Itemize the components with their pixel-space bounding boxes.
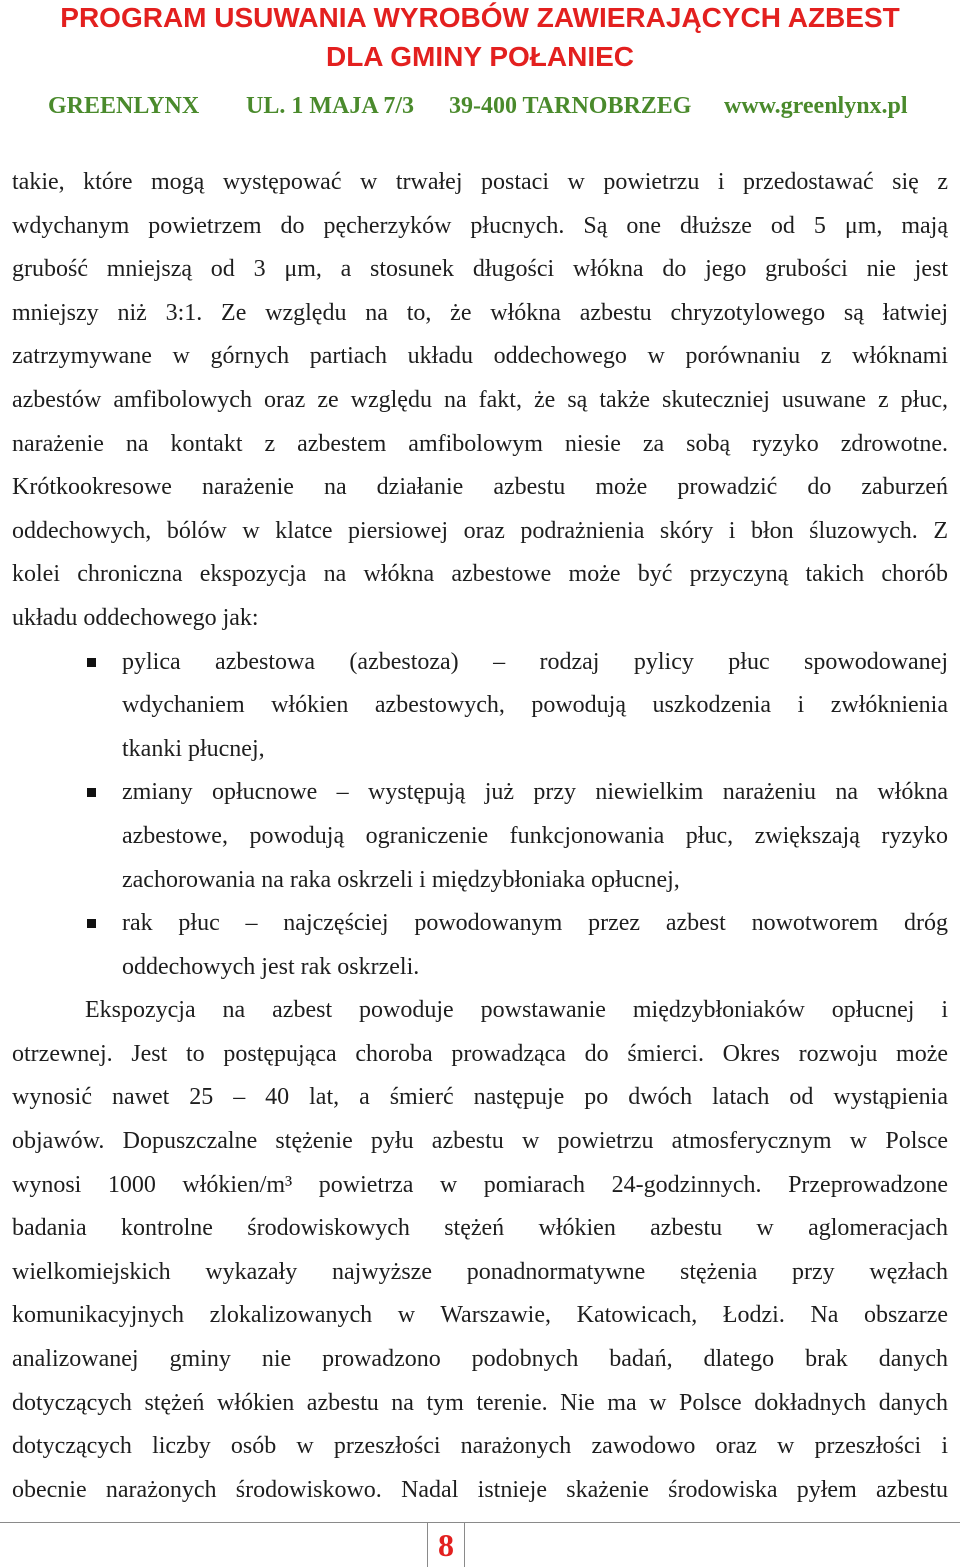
text-line: otrzewnej. Jest to postępująca choroba prowadząca do śmierci. Okres rozwoju może (12, 1040, 948, 1067)
header-title-line-1: PROGRAM USUWANIA WYROBÓW ZAWIERAJĄCYCH AZBEST (60, 2, 900, 33)
list-item-text: rak płuc – najczęściej powodowanym przez azbest nowotworem dróg (122, 910, 948, 937)
list-item-text: pylica azbestowa (azbestoza) – rodzaj pylicy płuc spowodowanej (122, 648, 948, 675)
list-item-text: zachorowania na raka oskrzeli i międzybłoniaka opłucnej, (122, 866, 680, 893)
page-number: 8 (438, 1527, 454, 1563)
bullet-square-icon (87, 658, 96, 667)
text-line: obecnie narażonych środowiskowo. Nadal istnieje skażenie środowiska pyłem azbestu (12, 1476, 948, 1503)
text-line: kolei chroniczna ekspozycja na włókna azbestowe może być przyczyną takich chorób (12, 561, 948, 588)
header-city: 39-400 TARNOBRZEG (449, 93, 692, 119)
header-website: www.greenlynx.pl (724, 93, 908, 119)
paragraph-1 (12, 161, 948, 641)
text-line: zatrzymywane w górnych partiach układu oddechowego w porównaniu z włóknami (12, 343, 948, 370)
text-line: wdychanym powietrzem do pęcherzyków płucnych. Są one dłuższe od 5 μm, mają (12, 212, 948, 239)
text-line: badania kontrolne środowiskowych stężeń włókien azbestu w aglomeracjach (12, 1215, 948, 1242)
text-line: wynosi 1000 włókien/m³ powietrza w pomiarach 24-godzinnych. Przeprowadzone (12, 1171, 948, 1198)
text-line: wielkomiejskich wykazały najwyższe ponadnormatywne stężenia przy węzłach (12, 1258, 948, 1285)
list-item (12, 771, 948, 902)
text-line: oddechowych, bólów w klatce piersiowej oraz podrażnienia skóry i błon śluzowych. Z (12, 517, 948, 544)
text-line: komunikacyjnych zlokalizowanych w Warszawie, Katowicach, Łodzi. Na obszarze (12, 1302, 948, 1329)
text-line: Krótkookresowe narażenie na działanie azbestu może prowadzić do zaburzeń (12, 474, 948, 501)
text-line: wynosić nawet 25 – 40 lat, a śmierć następuje po dwóch latach od wystąpienia (12, 1084, 948, 1111)
list-item-text: oddechowych jest rak oskrzeli. (122, 953, 420, 980)
page-number-tab (427, 1522, 465, 1567)
text-line: takie, które mogą występować w trwałej postaci w powietrzu i przedostawać się z (12, 169, 948, 195)
text-line: analizowanej gminy nie prowadzono podobnych badań, dlatego brak danych (12, 1346, 948, 1373)
text-line: objawów. Dopuszczalne stężenie pyłu azbestu w powietrzu atmosferycznym w Polsce (12, 1128, 948, 1155)
body-text (12, 161, 948, 1512)
list-item-text: azbestowe, powodują ograniczenie funkcjonowania płuc, zwiększają ryzyko (122, 822, 948, 849)
list-item (12, 902, 948, 989)
list-item-text: tkanki płucnej, (122, 735, 265, 762)
text-line: azbestów amfibolowych oraz ze względu na fakt, że są także skuteczniej usuwane z płuc, (12, 386, 948, 413)
text-line: mniejszy niż 3:1. Ze względu na to, że włókna azbestu chryzotylowego są łatwiej (12, 299, 948, 326)
list-item-text: zmiany opłucnowe – występują już przy niewielkim narażeniu na włókna (122, 779, 948, 806)
header-address: UL. 1 MAJA 7/3 (246, 93, 414, 119)
paragraph-2 (12, 989, 948, 1512)
list-item (12, 641, 948, 772)
text-line: dotyczących stężeń włókien azbestu na tym terenie. Nie ma w Polsce dokładnych danych (12, 1389, 948, 1416)
bullet-list (12, 641, 948, 990)
text-line: grubość mniejszą od 3 μm, a stosunek długości włókna do jego grubości nie jest (12, 256, 948, 283)
header-company: GREENLYNX (48, 93, 200, 119)
text-line: dotyczących liczby osób w przeszłości narażonych zawodowo oraz w przeszłości i (12, 1433, 948, 1460)
header-title-line-2: DLA GMINY POŁANIEC (325, 41, 634, 72)
text-line: Ekspozycja na azbest powoduje powstawanie międzybłoniaków opłucnej i (85, 997, 948, 1024)
text-line: narażenie na kontakt z azbestem amfibolowym niesie za sobą ryzyko zdrowotne. (12, 430, 948, 457)
bullet-square-icon (87, 919, 96, 928)
list-item-text: wdychaniem włókien azbestowych, powodują uszkodzenia i zwłóknienia (122, 692, 948, 719)
text-line: układu oddechowego jak: (12, 604, 259, 631)
footer-divider (0, 1522, 960, 1523)
bullet-square-icon (87, 788, 96, 797)
